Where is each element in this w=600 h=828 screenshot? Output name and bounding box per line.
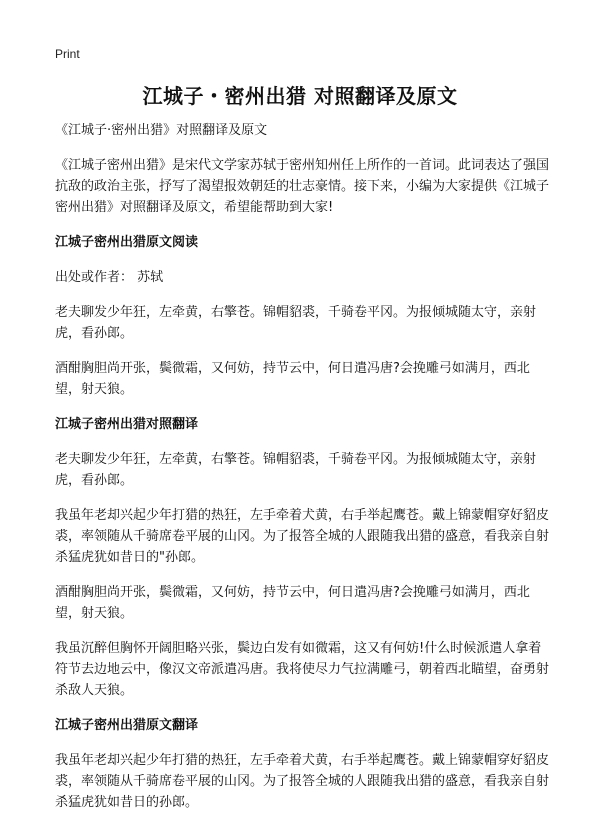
section-heading-original: 江城子密州出猎原文阅读 xyxy=(55,235,199,250)
article-body xyxy=(55,120,553,827)
print-link[interactable]: Print xyxy=(55,47,80,61)
poem-paragraph: 酒酣胸胆尚开张，鬓微霜，又何妨，持节云中，何日遣冯唐?会挽雕弓如满月，西北望，射天狼。 xyxy=(55,361,530,397)
article-subtitle: 《江城子·密州出猎》对照翻译及原文 xyxy=(55,123,268,138)
section-heading-original-translation: 江城子密州出猎原文翻译 xyxy=(55,718,199,733)
poem-paragraph: 老夫聊发少年狂，左牵黄，右擎苍。锦帽貂裘，千骑卷平冈。为报倾城随太守，亲射虎，看孙郎。 xyxy=(55,452,537,488)
translation-paragraph: 我虽沉醉但胸怀开阔胆略兴张，鬓边白发有如微霜，这又有何妨!什么时候派遣人拿着符节去边地云中，像汉文帝派遣冯唐。我将使尽力气拉满雕弓，朝着西北瞄望，奋勇射杀敌人天狼。 xyxy=(55,641,550,698)
section-heading-translation: 江城子密州出猎对照翻译 xyxy=(55,417,199,432)
poem-paragraph: 酒酣胸胆尚开张，鬓微霜，又何妨，持节云中，何日遣冯唐?会挽雕弓如满月，西北望，射天狼。 xyxy=(55,585,530,621)
poem-paragraph: 老夫聊发少年狂，左牵黄，右擎苍。锦帽貂裘，千骑卷平冈。为报倾城随太守，亲射虎，看孙郎。 xyxy=(55,305,537,341)
translation-paragraph: 我虽年老却兴起少年打猎的热狂，左手牵着犬黄，右手举起鹰苍。戴上锦蒙帽穿好貂皮裘，率领随从千骑席卷平展的山冈。为了报答全城的人跟随我出猎的盛意，看我亲自射杀猛虎犹如昔日的"孙郎。 xyxy=(55,508,550,565)
page-title: 江城子・密州出猎 对照翻译及原文 xyxy=(142,84,458,108)
author-line: 出处或作者： 苏轼 xyxy=(55,270,164,285)
translation-paragraph: 我虽年老却兴起少年打猎的热狂，左手牵着犬黄，右手举起鹰苍。戴上锦蒙帽穿好貂皮裘，率领随从千骑席卷平展的山冈。为了报答全城的人跟随我出猎的盛意，看我亲自射杀猛虎犹如昔日的孙郎。 xyxy=(55,753,550,810)
intro-paragraph: 《江城子密州出猎》是宋代文学家苏轼于密州知州任上所作的一首词。此词表达了强国抗敌的政治主张，抒写了渴望报效朝廷的壮志豪情。接下来，小编为大家提供《江城子密州出猎》对照翻译及原文，希望能帮助到大家! xyxy=(55,158,550,215)
